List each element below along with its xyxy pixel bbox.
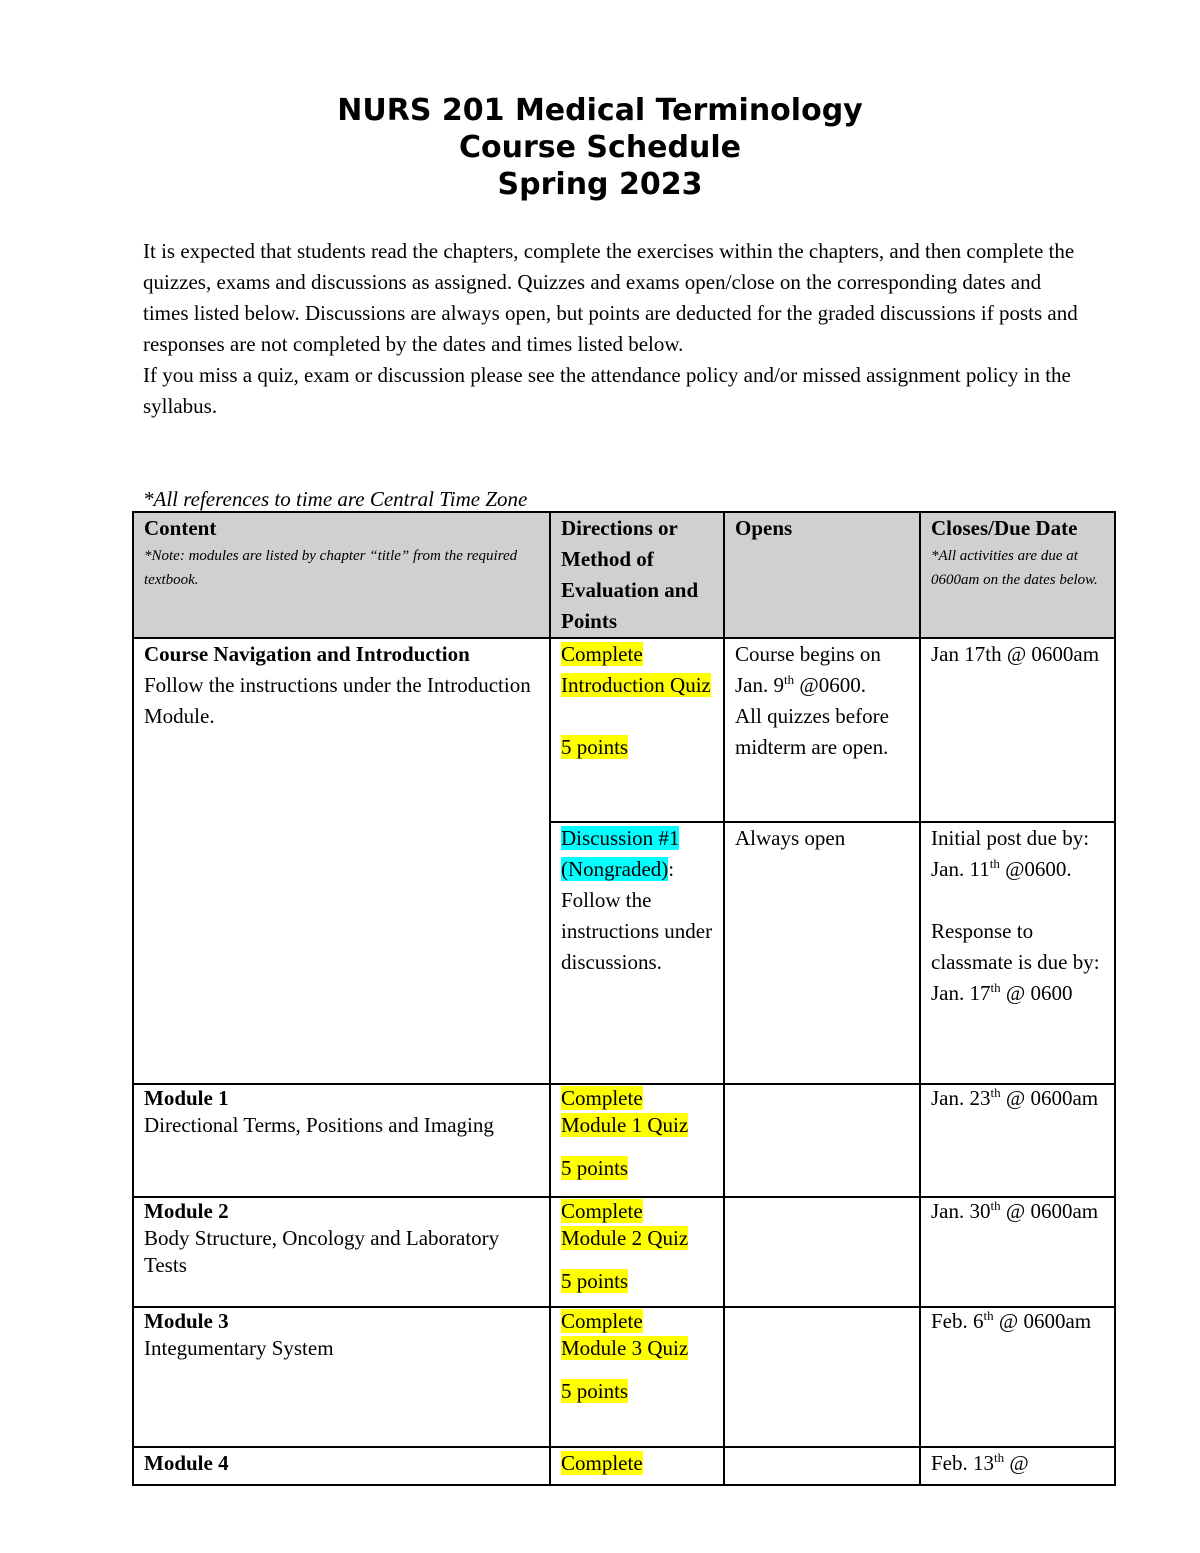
header-content-note: *Note: modules are listed by chapter “title” from the required textbook. bbox=[144, 548, 518, 588]
spacer bbox=[561, 1252, 713, 1268]
ordinal-suffix: th bbox=[784, 672, 795, 687]
schedule-table bbox=[132, 511, 1116, 1486]
cell-module-2-opens bbox=[724, 1197, 920, 1307]
ordinal-suffix: th bbox=[990, 1198, 1001, 1213]
discussion-colon: : bbox=[668, 857, 675, 881]
ordinal-suffix: th bbox=[990, 1085, 1001, 1100]
table-row bbox=[133, 1447, 1115, 1485]
cell-module-3-opens bbox=[724, 1307, 920, 1447]
ordinal-suffix: th bbox=[994, 1450, 1005, 1465]
ordinal-suffix: th bbox=[983, 1308, 994, 1323]
cell-module-3 bbox=[133, 1307, 550, 1447]
module-due-time: @ bbox=[1004, 1451, 1029, 1475]
module-name: Module 3 bbox=[144, 1309, 229, 1333]
header-closes bbox=[920, 512, 1115, 638]
ordinal-suffix: th bbox=[989, 856, 1000, 871]
module-quiz-points: 5 points bbox=[561, 1269, 629, 1293]
discussion-response-time: @ 0600 bbox=[1000, 981, 1073, 1005]
module-due-date: Feb. 13 bbox=[931, 1451, 994, 1475]
cell-discussion-closes bbox=[920, 822, 1115, 1084]
cell-course-navigation bbox=[133, 638, 550, 1084]
intro-paragraph-missed: If you miss a quiz, exam or discussion please see the attendance policy and/or missed assignment policy in the syllabus. bbox=[143, 363, 1071, 418]
table-row bbox=[133, 1084, 1115, 1197]
document-title bbox=[0, 92, 1200, 203]
cell-module-2-due bbox=[920, 1197, 1115, 1307]
header-opens bbox=[724, 512, 920, 638]
header-opens-label: Opens bbox=[735, 516, 793, 540]
module-due-date: Jan. 30 bbox=[931, 1199, 991, 1223]
intro-closes-date: Jan 17th @ 0600am bbox=[931, 642, 1100, 666]
cell-module-4-quiz bbox=[550, 1447, 724, 1485]
table-row bbox=[133, 1197, 1115, 1307]
intro-text bbox=[143, 236, 1083, 422]
module-due-date: Feb. 6 bbox=[931, 1309, 984, 1333]
module-quiz-points: 5 points bbox=[561, 1156, 629, 1180]
module-quiz-action: Complete bbox=[561, 1086, 643, 1110]
module-quiz-action: Complete bbox=[561, 1199, 643, 1223]
module-quiz-action: Complete bbox=[561, 1451, 643, 1475]
ordinal-suffix: th bbox=[990, 980, 1001, 995]
intro-opens-date: Course begins on Jan. 9 bbox=[735, 642, 881, 697]
cell-module-2-quiz bbox=[550, 1197, 724, 1307]
intro-row-desc: Follow the instructions under the Introduction Module. bbox=[144, 673, 531, 728]
table-row bbox=[133, 1307, 1115, 1447]
cell-discussion-opens bbox=[724, 822, 920, 1084]
cell-module-1 bbox=[133, 1084, 550, 1197]
cell-module-3-quiz bbox=[550, 1307, 724, 1447]
spacer bbox=[561, 1139, 713, 1155]
discussion-desc: Follow the instructions under discussions. bbox=[561, 888, 713, 974]
intro-row-title: Course Navigation and Introduction bbox=[144, 642, 470, 666]
header-content-label: Content bbox=[144, 516, 217, 540]
title-course: NURS 201 Medical Terminology bbox=[337, 93, 863, 128]
discussion-response-due: Response to classmate is due by: Jan. 17 bbox=[931, 919, 1100, 1005]
spacer bbox=[931, 885, 1104, 916]
cell-intro-quiz bbox=[550, 638, 724, 822]
module-due-date: Jan. 23 bbox=[931, 1086, 991, 1110]
cell-module-4-opens bbox=[724, 1447, 920, 1485]
module-due-time: @ 0600am bbox=[1000, 1086, 1099, 1110]
intro-quiz-points: 5 points bbox=[561, 735, 629, 759]
intro-opens-time: @0600. bbox=[794, 673, 866, 697]
header-directions bbox=[550, 512, 724, 638]
cell-module-1-due bbox=[920, 1084, 1115, 1197]
module-quiz-action: Complete bbox=[561, 1309, 643, 1333]
timezone-note: *All references to time are Central Time Zone bbox=[143, 487, 528, 511]
cell-module-3-due bbox=[920, 1307, 1115, 1447]
cell-module-2 bbox=[133, 1197, 550, 1307]
module-topic: Directional Terms, Positions and Imaging bbox=[144, 1113, 494, 1137]
cell-discussion bbox=[550, 822, 724, 1084]
title-schedule: Course Schedule bbox=[459, 130, 741, 165]
cell-module-1-quiz bbox=[550, 1084, 724, 1197]
spacer bbox=[561, 1362, 713, 1378]
module-topic: Integumentary System bbox=[144, 1336, 334, 1360]
module-quiz-label: Module 2 Quiz bbox=[561, 1226, 689, 1250]
table-header-row bbox=[133, 512, 1115, 638]
intro-opens-note: All quizzes before midterm are open. bbox=[735, 704, 889, 759]
module-topic: Body Structure, Oncology and Laboratory Tests bbox=[144, 1226, 500, 1277]
cell-intro-opens bbox=[724, 638, 920, 822]
cell-module-1-opens bbox=[724, 1084, 920, 1197]
module-name: Module 2 bbox=[144, 1199, 229, 1223]
module-quiz-label: Module 1 Quiz bbox=[561, 1113, 689, 1137]
header-closes-note: *All activities are due at 0600am on the dates below. bbox=[931, 548, 1098, 588]
module-due-time: @ 0600am bbox=[1000, 1199, 1099, 1223]
header-content bbox=[133, 512, 550, 638]
module-due-time: @ 0600am bbox=[993, 1309, 1092, 1333]
cell-module-4 bbox=[133, 1447, 550, 1485]
header-directions-label: Directions or Method of Evaluation and Points bbox=[561, 516, 699, 633]
intro-quiz-label: Complete Introduction Quiz bbox=[561, 642, 711, 697]
module-quiz-label: Module 3 Quiz bbox=[561, 1336, 689, 1360]
discussion-label: Discussion #1 (Nongraded) bbox=[561, 826, 680, 881]
discussion-opens: Always open bbox=[735, 826, 846, 850]
spacer bbox=[561, 701, 713, 732]
cell-module-4-due bbox=[920, 1447, 1115, 1485]
header-closes-label: Closes/Due Date bbox=[931, 516, 1078, 540]
module-name: Module 4 bbox=[144, 1451, 229, 1475]
discussion-post-due: Initial post due by: Jan. 11 bbox=[931, 826, 1090, 881]
discussion-post-time: @0600. bbox=[999, 857, 1072, 881]
intro-paragraph-expectations: It is expected that students read the chapters, complete the exercises within the chapters, and then complete the quizzes, exams and discussions as assigned. Quizzes and exams open/close on the corresponding dates and times listed below. Discussions are always open, but points are deducted for the graded discussions if posts and responses are not completed by the dates and times listed below. bbox=[143, 239, 1078, 356]
cell-intro-closes bbox=[920, 638, 1115, 822]
table-row bbox=[133, 638, 1115, 822]
title-term: Spring 2023 bbox=[497, 167, 703, 202]
module-quiz-points: 5 points bbox=[561, 1379, 629, 1403]
module-name: Module 1 bbox=[144, 1086, 229, 1110]
